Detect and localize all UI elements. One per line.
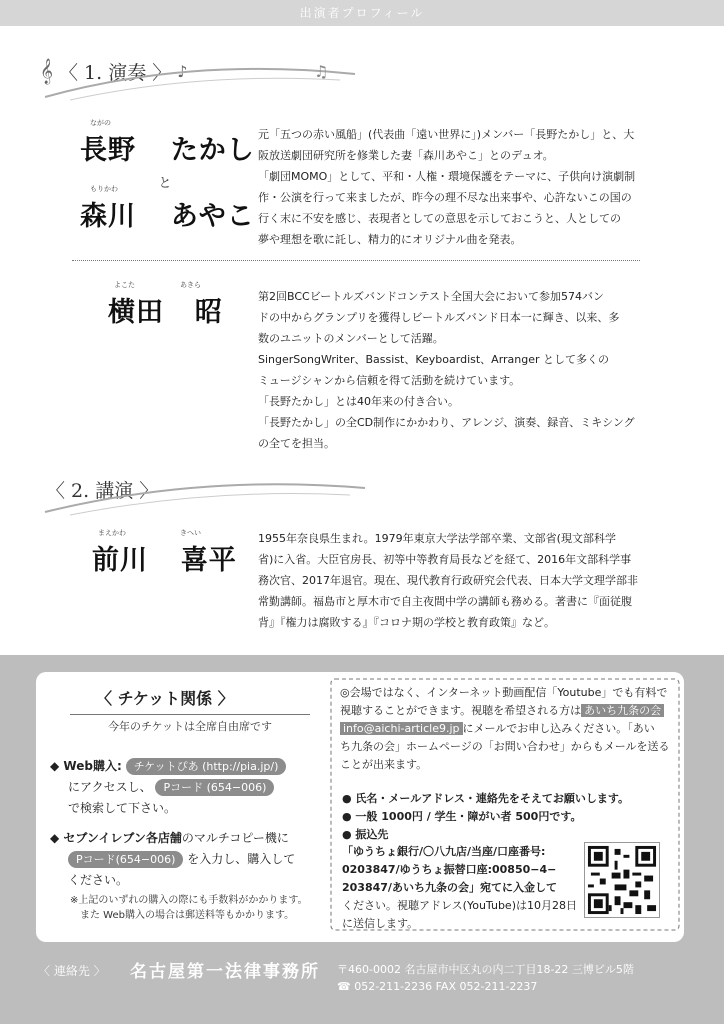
bio2-line: ミュージシャンから信頼を得て活動を続けています。 [258, 374, 521, 387]
bio2-line: 第2回BCCビートルズバンドコンテスト全国大会において参加574バン [258, 290, 605, 303]
org-highlight: あいち九条の会 [581, 704, 664, 717]
payment-line: 0203847/ゆうちょ振替口座:00850−4− [342, 863, 557, 876]
bullet-line: ● 振込先 [342, 828, 389, 841]
name-morikawa-last: 森川 [80, 201, 136, 232]
section1-title: 〈 1. 演奏 〉 [59, 62, 172, 84]
online-line: にメールでお申し込みください。「あい [462, 722, 655, 735]
and-text: と [158, 176, 172, 191]
payment-line: 「ゆうちょ銀行/〇八九店/当座/口座番号: [342, 845, 546, 858]
bullet-line: ● 氏名・メールアドレス・連絡先をそえてお願いします。 [342, 792, 629, 805]
web-purchase [50, 756, 320, 819]
pcode-pill-2: Pコード(654−006) [68, 851, 183, 868]
name-yokota-first: 昭 [194, 297, 223, 328]
name-maekawa-last: 前川 [92, 545, 148, 576]
seven-label: ◆ セブンイレブン各店舗 [50, 831, 182, 845]
contact-address [337, 961, 634, 995]
name-nagano-first: たかし [170, 135, 255, 166]
seven-line2: を入力し、購入して [187, 852, 296, 866]
ticket-subtitle: 今年のチケットは全席自由席です [70, 714, 310, 734]
performer-nagano [80, 120, 255, 167]
name-yokota-last: 横田 [108, 297, 164, 328]
address-line: 〒460-0002 名古屋市中区丸の内二丁目18-22 三博ビル5階 [337, 963, 634, 976]
name-nagano-last: 長野 [80, 135, 136, 166]
online-bullets [342, 790, 678, 844]
bio1-line: 「劇団MOMO」として、平和・人権・環境保護をテーマに、子供向け演劇制 [258, 170, 636, 183]
payment-line: 203847/あいち九条の会」宛てに入金して [342, 881, 557, 894]
ticket-note [70, 893, 308, 923]
payment-info [342, 843, 582, 933]
bio2-line: SingerSongWriter、Bassist、Keyboardist、Arranger として多くの [258, 353, 610, 366]
ruby-yokota-first: あきら [180, 281, 201, 289]
bio1-line: 行く末に不安を感じ、表現者としての意思を示しておこうと、人としての [258, 212, 621, 225]
bio-nagano-morikawa [258, 124, 658, 250]
treble-clef-icon: 𝄞 [40, 59, 54, 84]
qr-code-icon[interactable] [584, 842, 660, 918]
online-line: ◎会場ではなく、インターネット動画配信「Youtube」でも有料で [340, 686, 668, 699]
contact-name: 名古屋第一法律事務所 [130, 962, 320, 982]
ruby-maekawa-first: きへい [180, 529, 201, 537]
web-line3: で検索して下さい。 [68, 801, 177, 815]
performer-yokota [108, 280, 223, 329]
section2-swoosh [40, 478, 370, 518]
pia-link[interactable]: チケットぴあ (http://pia.jp/) [126, 758, 287, 775]
online-info [340, 684, 676, 774]
bio3-line: 1955年奈良県生まれ。1979年東京大学法学部卒業、文部省(現文部科学 [258, 532, 616, 545]
note-icon-2: ♫ [314, 62, 329, 81]
section2-title: 〈 2. 講演 〉 [46, 480, 159, 502]
phone-line: ☎ 052-211-2236 FAX 052-211-2237 [337, 980, 538, 993]
online-line: ち九条の会」ホームページの「お問い合わせ」からもメールを送る [340, 740, 670, 753]
header-title: 出演者プロフィール [299, 6, 425, 20]
seven-rest: のマルチコピー機に [181, 831, 289, 845]
bio3-line: 務次官、2017年退官。現在、現代教育行政研究会代表、日本大学文理学部非 [258, 574, 638, 587]
bio2-line: 数のユニットのメンバーとして活躍。 [258, 332, 444, 345]
bio3-line: 常勤講師。福島市と厚木市で自主夜間中学の講師も務める。著書に『面従腹 [258, 595, 632, 608]
seven-line3: ください。 [68, 873, 129, 887]
seven-purchase [50, 828, 322, 891]
bio-maekawa [258, 528, 658, 633]
note-icon: ♪ [177, 62, 188, 81]
ruby-morikawa: もりかわ [90, 185, 118, 193]
bio1-line: 作・公演を行って来ましたが、昨今の理不尽な出来事や、心許ないこの国の [258, 191, 632, 204]
contact-label: 〈 連絡先 〉 [38, 964, 106, 978]
payment-line: に送信します。 [342, 917, 419, 930]
bio1-line: 元「五つの赤い風船」(代表曲「遠い世界に」)メンバー「長野たかし」と、大 [258, 128, 635, 141]
bio2-line: 「長野たかし」とは40年来の付き合い。 [258, 395, 459, 408]
online-line: ことが出来ます。 [340, 758, 428, 771]
bio3-line: 省)に入省。大臣官房長、初等中等教育局長などを経て、2016年文部科学事 [258, 553, 632, 566]
section1-swoosh [40, 62, 360, 102]
performer-morikawa [80, 186, 255, 233]
note-line: ※上記のいずれの購入の際にも手数料がかかります。 [70, 895, 308, 906]
name-maekawa-first: 喜平 [180, 545, 237, 576]
header-band [0, 0, 724, 26]
bio2-line: 「長野たかし」の全CD制作にかかわり、アレンジ、演奏、録音、ミキシング [258, 416, 635, 429]
bio3-line: 背』『権力は腐敗する』『コロナ期の学校と教育政策』など。 [258, 616, 555, 629]
ruby-maekawa-last: まえかわ [98, 529, 126, 537]
bio1-line: 阪放送劇団研究所を修業した妻「森川あやこ」とのデュオ。 [258, 149, 554, 162]
bio1-line: 夢や理想を歌に託し、精力的にオリジナル曲を発表。 [258, 233, 522, 246]
bio2-line: ドの中からグランプリを獲得しビートルズバンド日本一に輝き、以来、多 [258, 311, 620, 324]
online-line: 視聴することができます。視聴を希望される方は [340, 704, 582, 717]
bullet-line: ● 一般 1000円 / 学生・障がい者 500円です。 [342, 810, 582, 823]
note-line: また Web購入の場合は郵送料等もかかります。 [80, 910, 295, 921]
speaker-maekawa [92, 528, 237, 577]
payment-line: ください。視聴アドレス(YouTube)は10月28日 [342, 899, 577, 912]
name-morikawa-first: あやこ [170, 201, 255, 232]
bio-yokota [258, 286, 658, 454]
ruby-yokota-last: よこた [114, 281, 135, 289]
pcode-pill: Pコード (654−006) [155, 779, 274, 796]
ticket-title: 〈 チケット関係 〉 [96, 689, 234, 708]
divider [72, 260, 640, 261]
ruby-nagano: ながの [90, 119, 111, 127]
bio2-line: の全てを担当。 [258, 437, 335, 450]
web-line2: にアクセスし、 [68, 780, 152, 794]
web-label: ◆ Web購入: [50, 759, 122, 773]
email-link[interactable]: info@aichi-article9.jp [340, 722, 463, 735]
